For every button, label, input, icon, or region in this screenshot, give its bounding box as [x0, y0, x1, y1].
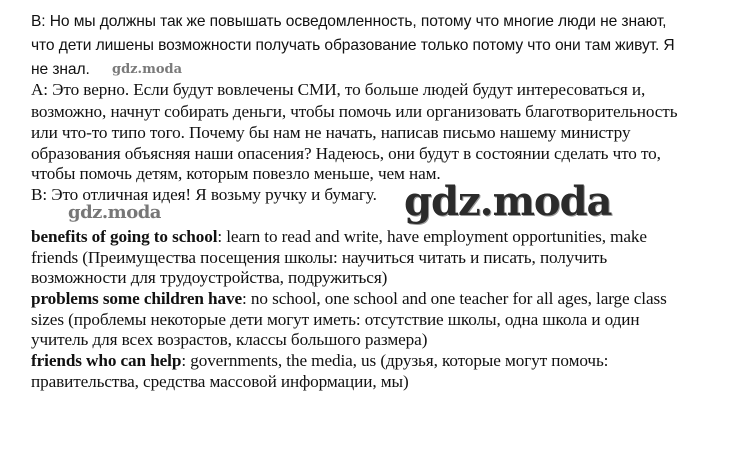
watermark-small-mid: gdz.moda	[68, 202, 161, 223]
dialogue-line-8: чтобы помочь детям, которым повезло меньше, чем нам.	[31, 164, 441, 183]
dialogue-line-3: не знал.	[31, 61, 90, 78]
dialogue-line-6: или что-то типо того. Почему бы нам не начать, написав письмо нашему министру	[31, 123, 631, 142]
note-problems-line-3: учитель для всех возрастов, классы большого размера)	[31, 330, 428, 349]
note-friends-text: : governments, the media, us (друзья, которые могут помочь:	[181, 351, 609, 370]
note-problems-heading: problems some children have	[31, 289, 243, 308]
dialogue-line-7: образования объясняя наши опасения? Надеюсь, они будут в состоянии сделать что то,	[31, 144, 661, 163]
note-friends-heading: friends who can help	[31, 351, 182, 370]
note-problems-line-1	[31, 289, 667, 309]
note-benefits-heading: benefits of going to school	[31, 227, 218, 246]
watermark-large: gdz.moda	[404, 178, 612, 225]
dialogue-line-9: B: Это отличная идея! Я возьму ручку и бумагу.	[31, 185, 377, 204]
watermark-small-top: gdz.moda	[112, 62, 183, 77]
dialogue-line-5: возможно, начнут собирать деньги, чтобы помочь или организовать благотворительность	[31, 102, 678, 121]
note-friends-line-2: правительства, средства массовой информации, мы)	[31, 372, 409, 391]
note-benefits-text: : learn to read and write, have employment opportunities, make	[217, 227, 647, 246]
dialogue-line-2: что дети лишены возможности получать образование только потому что они там живут. Я	[31, 37, 675, 54]
dialogue-line-1: B: Но мы должны так же повышать осведомленность, потому что многие люди не знают,	[31, 13, 667, 30]
note-friends-line-1	[31, 351, 608, 371]
dialogue-line-4: A: Это верно. Если будут вовлечены СМИ, то больше людей будут интересоваться и,	[31, 80, 646, 99]
note-problems-text: : no school, one school and one teacher for all ages, large class	[242, 289, 667, 308]
note-problems-line-2: sizes (проблемы некоторые дети могут иметь: отсутствие школы, одна школа и один	[31, 310, 640, 329]
note-benefits-line-2: friends (Преимущества посещения школы: научиться читать и писать, получить	[31, 248, 608, 267]
note-benefits-line-1	[31, 227, 647, 247]
note-benefits-line-3: возможности для трудоустройства, подружиться)	[31, 268, 388, 287]
